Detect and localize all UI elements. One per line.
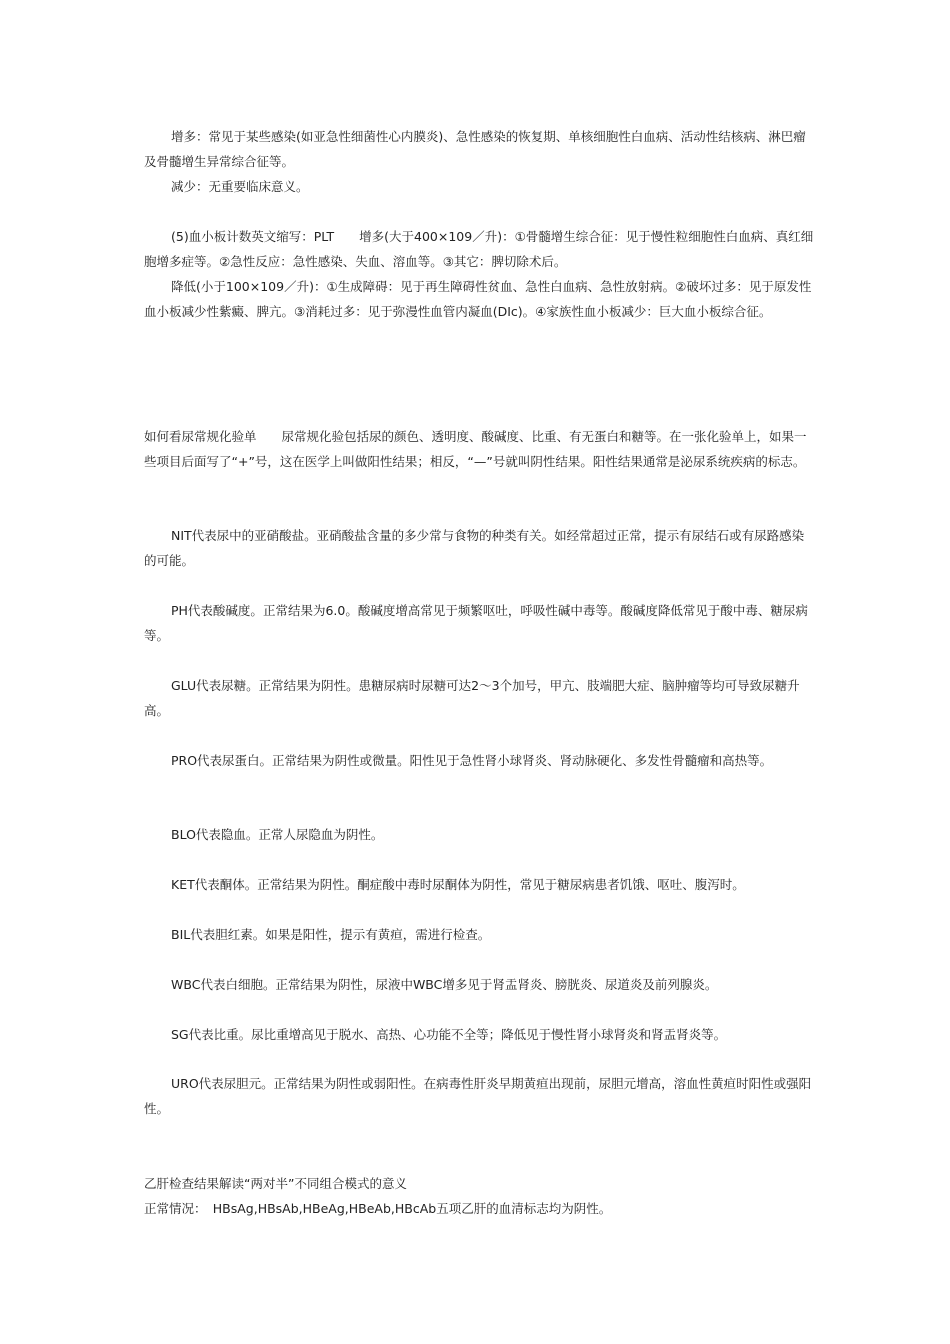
- paragraph-glu: GLU代表尿糖。正常结果为阴性。患糖尿病时尿糖可达2～3个加号，甲亢、肢端肥大症、脑肿瘤等均可导致尿糖升高。: [144, 678, 800, 718]
- paragraph-monocyte-decrease: 减少：无重要临床意义。: [171, 179, 309, 194]
- paragraph-ph: PH代表酸碱度。正常结果为6.0。酸碱度增高常见于频繁呕吐，呼吸性碱中毒等。酸碱度降低常见于酸中毒、糖尿病等。: [144, 603, 808, 643]
- paragraph-pro: PRO代表尿蛋白。正常结果为阴性或微量。阳性见于急性肾小球肾炎、肾动脉硬化、多发性骨髓瘤和高热等。: [171, 753, 773, 768]
- paragraph-blo: BLO代表隐血。正常人尿隐血为阴性。: [171, 827, 384, 842]
- paragraph-platelet-increase: (5)血小板计数英文缩写：PLT 增多(大于400×109／升)：①骨髓增生综合征：见于慢性粒细胞性白血病、真红细胞增多症等。②急性反应：急性感染、失血、溶血等。③其它：脾切除术后。: [144, 229, 814, 269]
- paragraph-hepatitis-b-normal: 正常情况： HBsAg,HBsAb,HBeAg,HBeAb,HBcAb五项乙肝的血清标志均为阴性。: [144, 1201, 612, 1216]
- paragraph-urine-routine-intro: 如何看尿常规化验单 尿常规化验包括尿的颜色、透明度、酸碱度、比重、有无蛋白和糖等。在一张化验单上，如果一些项目后面写了“+”号，这在医学上叫做阳性结果；相反，“—”号就叫阴性结果。阳性结果通常是泌尿系统疾病的标志。: [144, 429, 807, 469]
- paragraph-sg: SG代表比重。尿比重增高见于脱水、高热、心功能不全等；降低见于慢性肾小球肾炎和肾盂肾炎等。: [171, 1027, 727, 1042]
- paragraph-nit: NIT代表尿中的亚硝酸盐。亚硝酸盐含量的多少常与食物的种类有关。如经常超过正常，提示有尿结石或有尿路感染的可能。: [144, 528, 805, 568]
- paragraph-hepatitis-b-title: 乙肝检查结果解读“两对半”不同组合模式的意义: [144, 1176, 407, 1191]
- paragraph-wbc-monocyte-increase: 增多：常见于某些感染(如亚急性细菌性心内膜炎)、急性感染的恢复期、单核细胞性白血病、活动性结核病、淋巴瘤及骨髓增生异常综合征等。: [144, 129, 806, 169]
- paragraph-wbc: WBC代表白细胞。正常结果为阴性，尿液中WBC增多见于肾盂肾炎、膀胱炎、尿道炎及前列腺炎。: [171, 977, 718, 992]
- paragraph-bil: BIL代表胆红素。如果是阳性，提示有黄疸，需进行检查。: [171, 927, 491, 942]
- paragraph-uro: URO代表尿胆元。正常结果为阴性或弱阳性。在病毒性肝炎早期黄疸出现前，尿胆元增高，溶血性黄疸时阳性或强阳性。: [144, 1076, 812, 1116]
- paragraph-platelet-decrease: 降低(小于100×109／升)：①生成障碍：见于再生障碍性贫血、急性白血病、急性放射病。②破坏过多：见于原发性血小板减少性紫癜、脾亢。③消耗过多：见于弥漫性血管内凝血(DIc)。④家族性血小板减少：巨大血小板综合征。: [144, 279, 812, 319]
- paragraph-ket: KET代表酮体。正常结果为阴性。酮症酸中毒时尿酮体为阴性，常见于糖尿病患者饥饿、呕吐、腹泻时。: [171, 877, 745, 892]
